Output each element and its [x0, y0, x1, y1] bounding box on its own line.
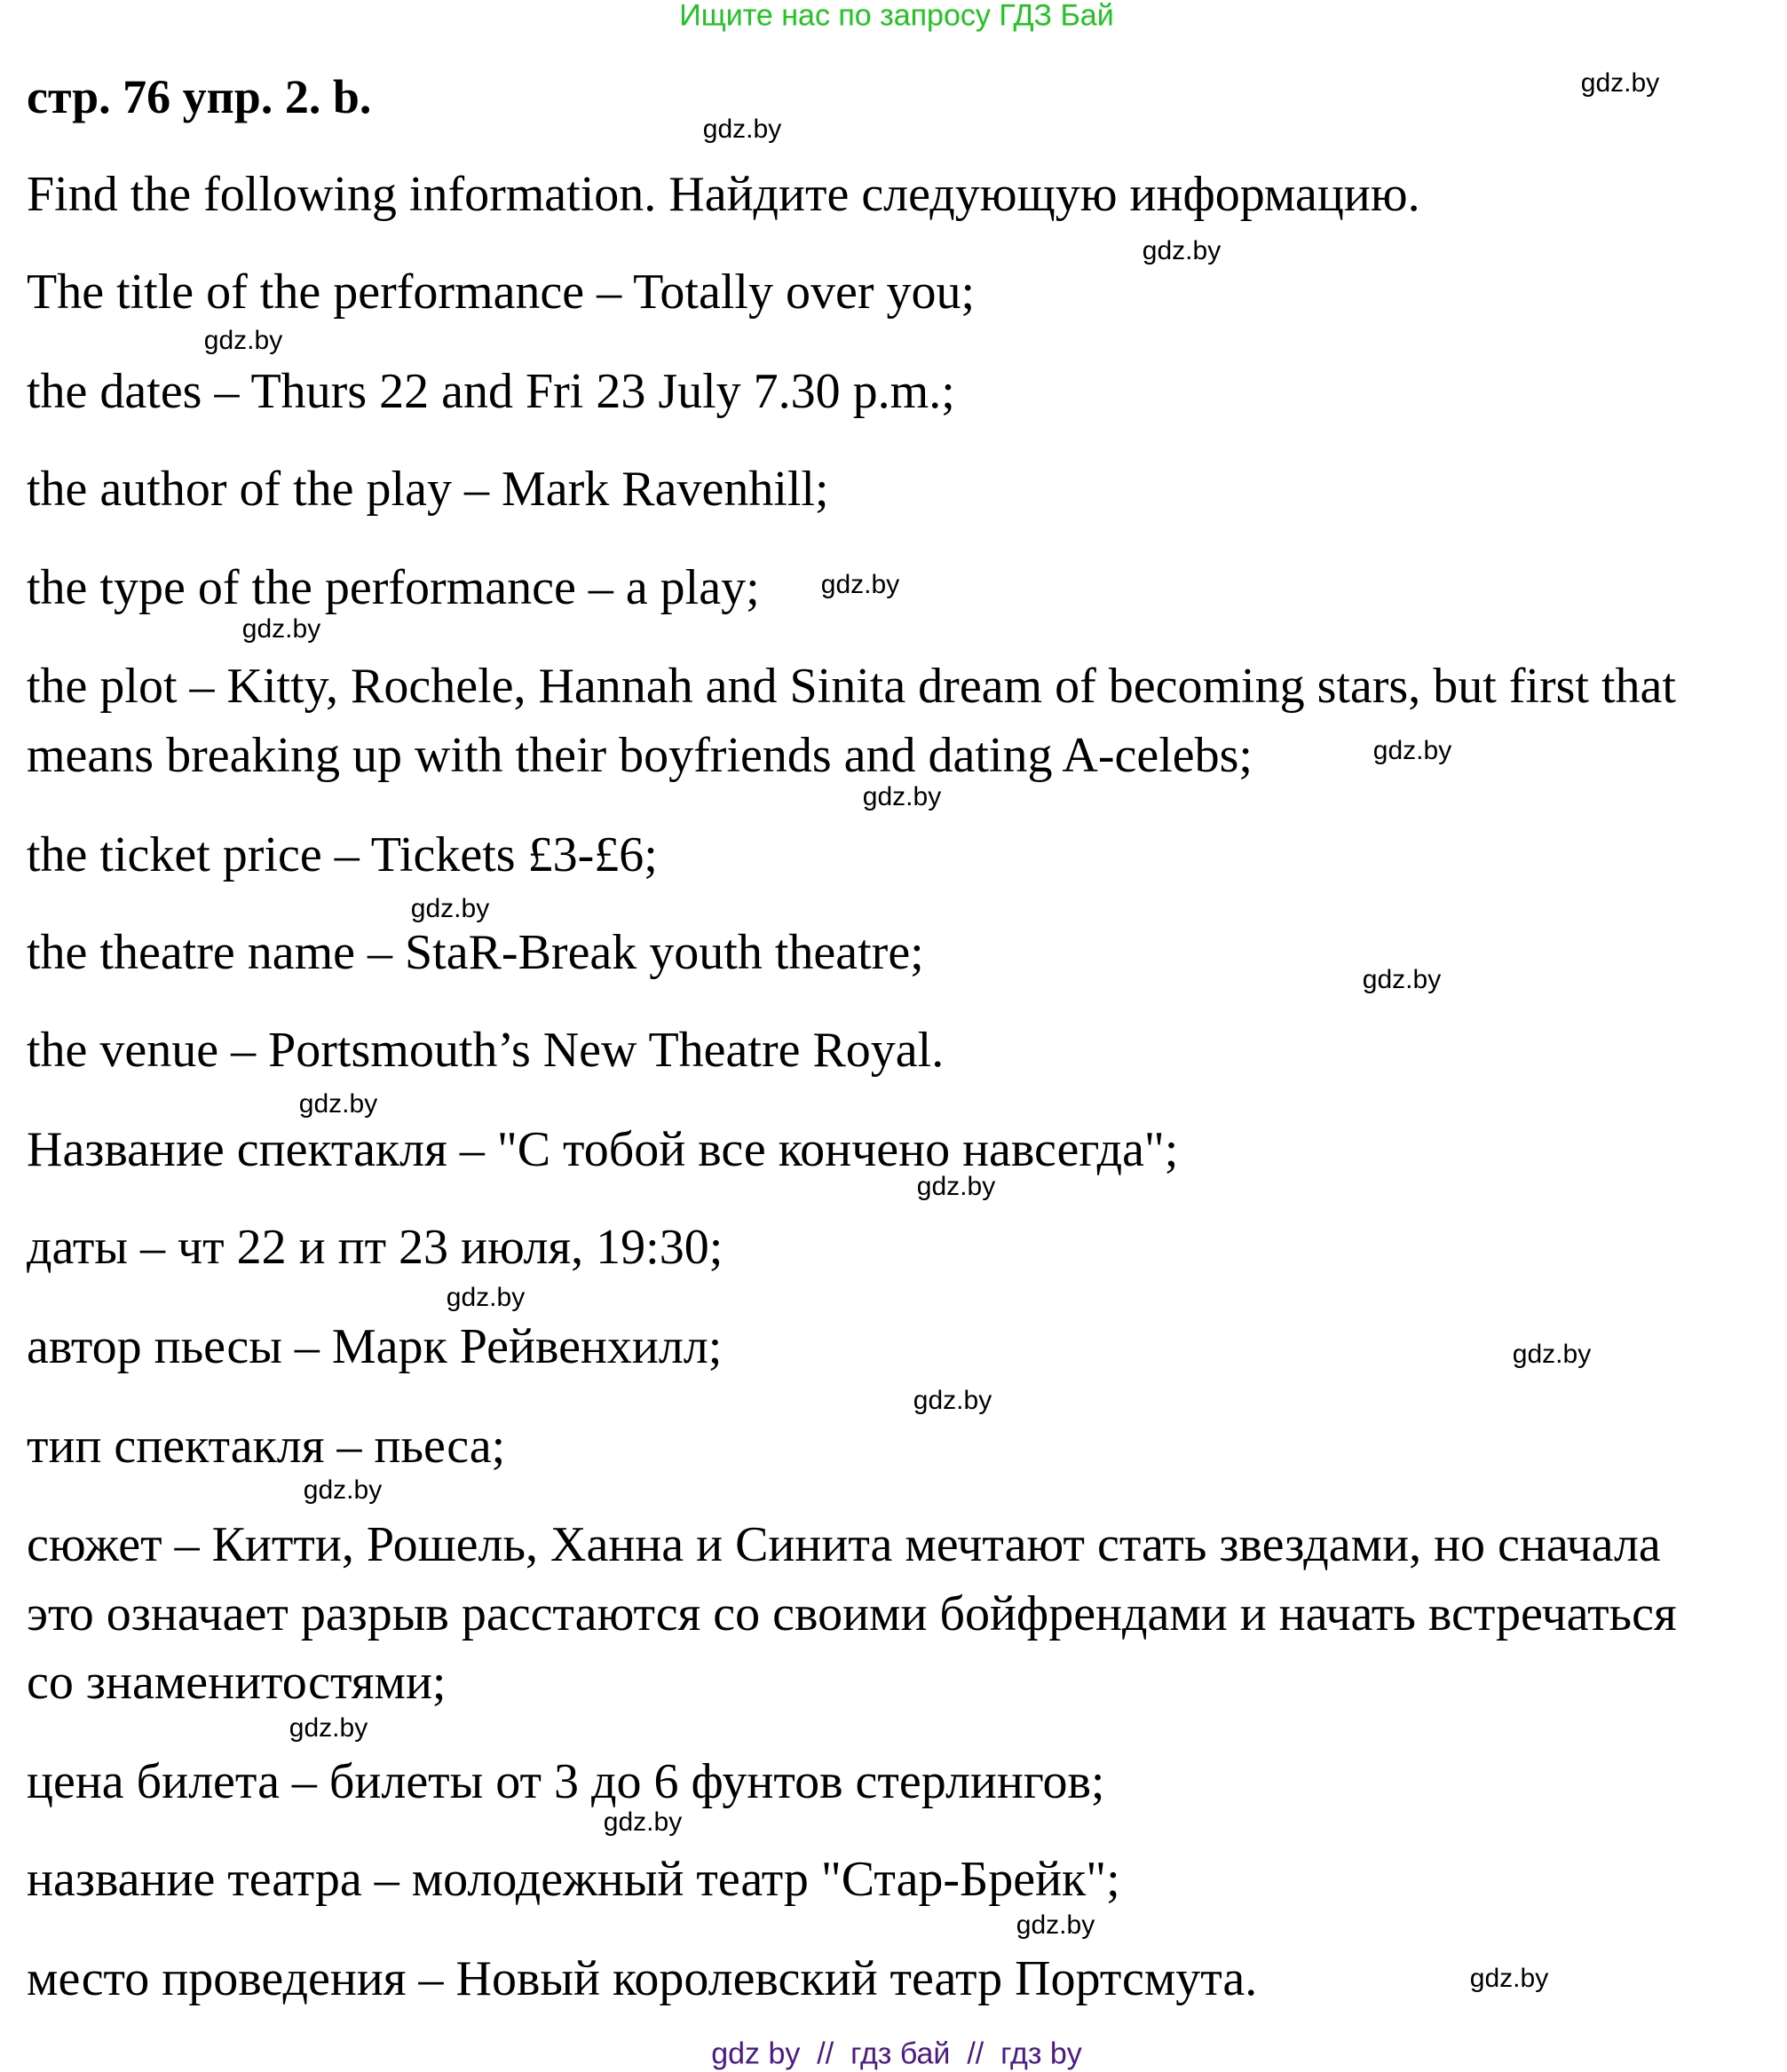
- answer-line: The title of the performance – Totally over you;: [27, 265, 976, 320]
- answer-line: автор пьесы – Марк Рейвенхилл;: [27, 1319, 723, 1374]
- watermark: gdz.by: [203, 326, 283, 355]
- watermark: gdz.by: [913, 1386, 992, 1415]
- answer-line: the author of the play – Mark Ravenhill;: [27, 462, 829, 517]
- instruction-line: Find the following information. Найдите следующую информацию.: [27, 167, 1420, 222]
- answer-line: the type of the performance – a play;: [27, 560, 760, 615]
- answer-line: means breaking up with their boyfriends and dating A-celebs;: [27, 728, 1253, 783]
- watermark: gdz.by: [1512, 1340, 1592, 1369]
- answer-line: место проведения – Новый королевский театр Портсмута.: [27, 1951, 1258, 2006]
- watermark: gdz.by: [1372, 736, 1452, 765]
- watermark: gdz.by: [410, 894, 490, 923]
- watermark: gdz.by: [446, 1283, 526, 1312]
- top-banner: Ищите нас по запросу ГДЗ Бай: [679, 0, 1114, 33]
- watermark: gdz.by: [241, 614, 321, 644]
- page-heading: стр. 76 упр. 2. b.: [27, 70, 372, 123]
- answer-line: название театра – молодежный театр "Стар-Брейк";: [27, 1852, 1120, 1907]
- footer-links: gdz by // гдз бай // гдз by: [711, 2036, 1082, 2071]
- watermark: gdz.by: [862, 782, 942, 811]
- answer-line: тип спектакля – пьеса;: [27, 1419, 506, 1474]
- watermark: gdz.by: [1469, 1964, 1549, 1993]
- watermark: gdz.by: [1016, 1910, 1095, 1940]
- answer-line: со знаменитостями;: [27, 1655, 447, 1710]
- answer-line: the venue – Portsmouth’s New Theatre Royal.: [27, 1023, 945, 1078]
- answer-line: Название спектакля – "С тобой все кончено навсегда";: [27, 1122, 1179, 1177]
- answer-line: the plot – Kitty, Rochele, Hannah and Sinita dream of becoming stars, but first that: [27, 659, 1676, 714]
- answer-line: это означает разрыв расстаются со своими бойфрендами и начать встречаться: [27, 1586, 1677, 1641]
- answer-line: сюжет – Китти, Рошель, Ханна и Синита мечтают стать звездами, но сначала: [27, 1517, 1661, 1572]
- answer-line: цена билета – билеты от 3 до 6 фунтов стерлингов;: [27, 1754, 1105, 1809]
- answer-line: даты – чт 22 и пт 23 июля, 19:30;: [27, 1220, 723, 1275]
- watermark: gdz.by: [303, 1475, 383, 1505]
- watermark: gdz.by: [1580, 68, 1660, 98]
- watermark: gdz.by: [1142, 236, 1222, 265]
- watermark: gdz.by: [702, 115, 782, 144]
- watermark: gdz.by: [603, 1807, 683, 1837]
- watermark: gdz.by: [1362, 965, 1442, 994]
- answer-line: the ticket price – Tickets £3-£6;: [27, 827, 658, 882]
- answer-line: the dates – Thurs 22 and Fri 23 July 7.30 p.m.;: [27, 364, 955, 419]
- watermark: gdz.by: [916, 1172, 996, 1201]
- answer-line: the theatre name – StaR-Break youth theatre;: [27, 925, 924, 980]
- watermark: gdz.by: [298, 1089, 378, 1119]
- watermark: gdz.by: [820, 570, 900, 599]
- watermark: gdz.by: [289, 1713, 368, 1743]
